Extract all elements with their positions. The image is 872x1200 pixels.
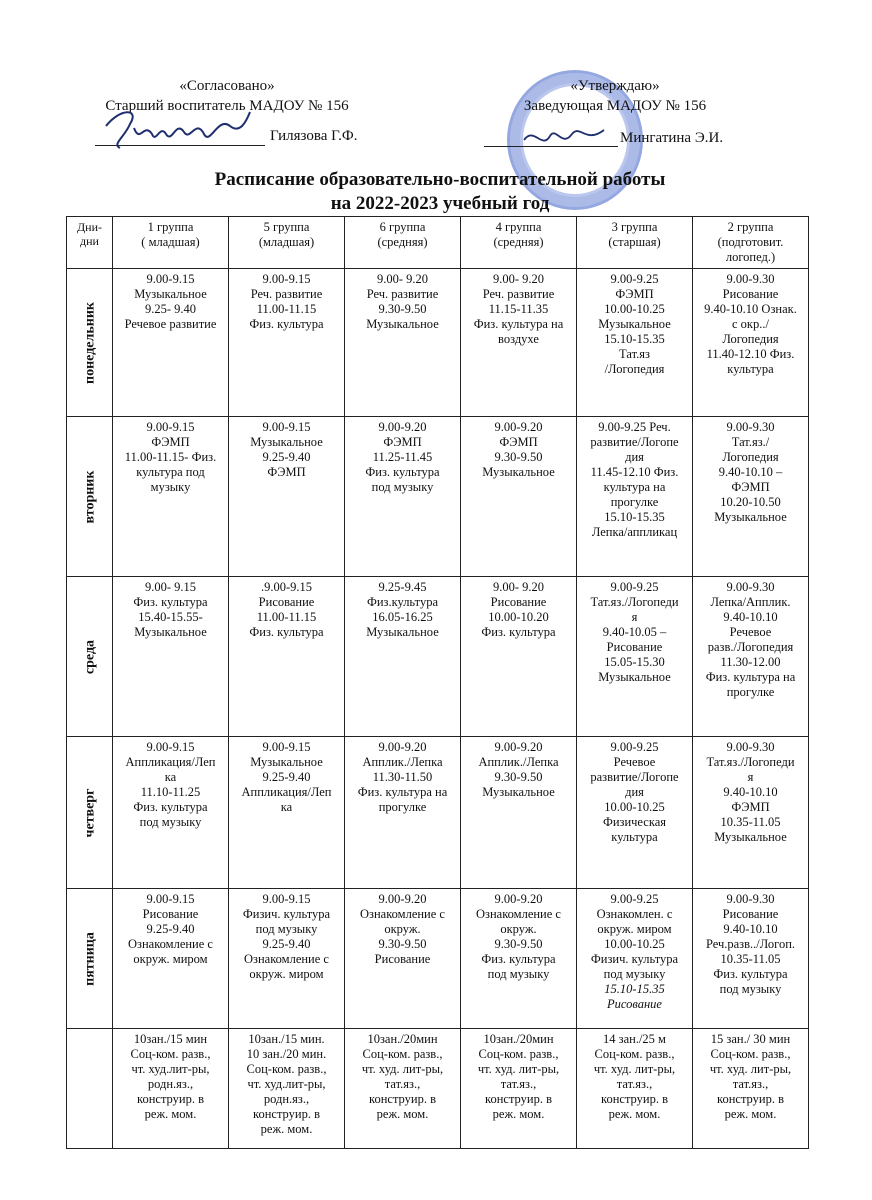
schedule-cell: 9.25-9.45 Физ.культура 16.05-16.25 Музыкальное	[345, 577, 461, 737]
agreed-signature-icon	[100, 104, 260, 154]
totals-cell: 14 зан./25 м Соц-ком. разв., чт. худ. лит-ры, тат.яз., конструир. в реж. мом.	[577, 1029, 693, 1149]
day-label: среда	[67, 577, 113, 737]
schedule-table	[66, 216, 809, 1149]
schedule-cell: 9.00-9.30 Тат.яз./ Логопедия 9.40-10.10 – ФЭМП 10.20-10.50 Музыкальное	[693, 417, 809, 577]
totals-cell: 15 зан./ 30 мин Соц-ком. разв., чт. худ. лит-ры, тат.яз., конструир. в реж. мом.	[693, 1029, 809, 1149]
schedule-cell: 9.00- 9.20 Реч. развитие 9.30-9.50 Музыкальное	[345, 269, 461, 417]
group-header: 3 группа (старшая)	[577, 217, 693, 269]
schedule-cell: 9.00-9.25 Речевое развитие/Логопе дия 10.00-10.25 Физическая культура	[577, 737, 693, 889]
schedule-cell: 9.00-9.25 Реч. развитие/Логопе дия 11.45-12.10 Физ. культура на прогулке 15.10-15.35 Лепка/аппликац	[577, 417, 693, 577]
schedule-cell: 9.00-9.25 Тат.яз./Логопеди я 9.40-10.05 – Рисование 15.05-15.30 Музыкальное	[577, 577, 693, 737]
group-header: 5 группа (младшая)	[229, 217, 345, 269]
totals-cell: 10зан./20мин Соц-ком. разв., чт. худ. лит-ры, тат.яз., конструир. в реж. мом.	[345, 1029, 461, 1149]
schedule-cell: 9.00-9.20 Ознакомление с окруж. 9.30-9.50 Рисование	[345, 889, 461, 1029]
day-row-tuesday	[67, 417, 809, 577]
day-label: понедельник	[67, 269, 113, 417]
schedule-cell: 9.00-9.15 Реч. развитие 11.00-11.15 Физ. культура	[229, 269, 345, 417]
agreed-position: Старший воспитатель МАДОУ № 156	[105, 98, 349, 114]
day-label: вторник	[67, 417, 113, 577]
schedule-cell: 9.00-9.15 Музыкальное 9.25- 9.40 Речевое развитие	[113, 269, 229, 417]
schedule-cell: 9.00-9.20 Апплик./Лепка 11.30-11.50 Физ. культура на прогулке	[345, 737, 461, 889]
schedule-cell: 9.00- 9.20 Рисование 10.00-10.20 Физ. культура	[461, 577, 577, 737]
day-row-wednesday	[67, 577, 809, 737]
day-label: четверг	[67, 737, 113, 889]
totals-cell: 10зан./20мин Соц-ком. разв., чт. худ. лит-ры, тат.яз., конструир. в реж. мом.	[461, 1029, 577, 1149]
day-column-header: Дни- дни	[67, 217, 113, 269]
day-row-friday	[67, 889, 809, 1029]
day-row-monday	[67, 269, 809, 417]
schedule-cell: .9.00-9.15 Рисование 11.00-11.15 Физ. культура	[229, 577, 345, 737]
totals-cell: 10зан./15 мин Соц-ком. разв., чт. худ.лит-ры, родн.яз., конструир. в реж. мом.	[113, 1029, 229, 1149]
approve-title: «Утверждаю»	[570, 78, 660, 94]
title-line-1: Расписание образовательно-воспитательной работы	[214, 169, 666, 190]
totals-row	[67, 1029, 809, 1149]
schedule-cell: 9.00-9.20 ФЭМП 9.30-9.50 Музыкальное	[461, 417, 577, 577]
schedule-cell: 9.00-9.15 Физич. культура под музыку 9.25-9.40 Ознакомление с окруж. миром	[229, 889, 345, 1029]
schedule-cell: 9.00-9.15 Рисование 9.25-9.40 Ознакомление с окруж. миром	[113, 889, 229, 1029]
header-row	[67, 217, 809, 269]
schedule-cell: 9.00-9.30 Рисование 9.40-10.10 Реч.разв../Логоп. 10.35-11.05 Физ. культура под музыку	[693, 889, 809, 1029]
schedule-cell: 9.00-9.30 Лепка/Апплик. 9.40-10.10 Речевое разв./Логопедия 11.30-12.00 Физ. культура на прогулке	[693, 577, 809, 737]
schedule-cell: 9.00-9.20 Ознакомление с окруж. 9.30-9.50 Физ. культура под музыку	[461, 889, 577, 1029]
page-title	[120, 168, 760, 216]
group-header: 2 группа (подготовит. логопед.)	[693, 217, 809, 269]
schedule-cell: 9.00-9.30 Тат.яз./Логопеди я 9.40-10.10 ФЭМП 10.35-11.05 Музыкальное	[693, 737, 809, 889]
day-label: пятница	[67, 889, 113, 1029]
title-line-2: на 2022-2023 учебный год	[330, 193, 550, 214]
approve-position: Заведующая МАДОУ № 156	[523, 98, 707, 114]
schedule-cell: 9.00-9.15 ФЭМП 11.00-11.15- Физ. культура под музыку	[113, 417, 229, 577]
schedule-cell: 9.00-9.25 Ознакомлен. с окруж. миром 10.00-10.25 Физич. культура под музыку 15.10-15.35 Рисование	[577, 889, 693, 1029]
schedule-cell: 9.00- 9.20 Реч. развитие 11.15-11.35 Физ. культура на воздухе	[461, 269, 577, 417]
day-row-thursday	[67, 737, 809, 889]
schedule-cell: 9.00-9.15 Аппликация/Леп ка 11.10-11.25 Физ. культура под музыку	[113, 737, 229, 889]
italic-note: 15.10-15.35 Рисование	[604, 982, 665, 1011]
totals-cell: 10зан./15 мин. 10 зан./20 мин. Соц-ком. разв., чт. худ.лит-ры, родн.яз., конструир. в реж. мом.	[229, 1029, 345, 1149]
schedule-cell: 9.00-9.25 ФЭМП 10.00-10.25 Музыкальное 15.10-15.35 Тат.яз /Логопедия	[577, 269, 693, 417]
approve-block	[500, 76, 730, 116]
schedule-cell: 9.00-9.20 ФЭМП 11.25-11.45 Физ. культура под музыку	[345, 417, 461, 577]
approve-name: Мингатина Э.И.	[620, 130, 724, 146]
approve-signature-icon	[520, 120, 610, 156]
schedule-cell: 9.00- 9.15 Физ. культура 15.40-15.55- Музыкальное	[113, 577, 229, 737]
group-header: 1 группа ( младшая)	[113, 217, 229, 269]
schedule-cell: 9.00-9.15 Музыкальное 9.25-9.40 ФЭМП	[229, 417, 345, 577]
schedule-cell: 9.00-9.15 Музыкальное 9.25-9.40 Аппликация/Леп ка	[229, 737, 345, 889]
schedule-cell: 9.00-9.30 Рисование 9.40-10.10 Ознак. с окр../ Логопедия 11.40-12.10 Физ. культура	[693, 269, 809, 417]
totals-day-cell	[67, 1029, 113, 1149]
agreed-name: Гилязова Г.Ф.	[270, 128, 358, 144]
group-header: 4 группа (средняя)	[461, 217, 577, 269]
agreed-title: «Согласовано»	[179, 78, 275, 94]
group-header: 6 группа (средняя)	[345, 217, 461, 269]
schedule-cell: 9.00-9.20 Апплик./Лепка 9.30-9.50 Музыкальное	[461, 737, 577, 889]
